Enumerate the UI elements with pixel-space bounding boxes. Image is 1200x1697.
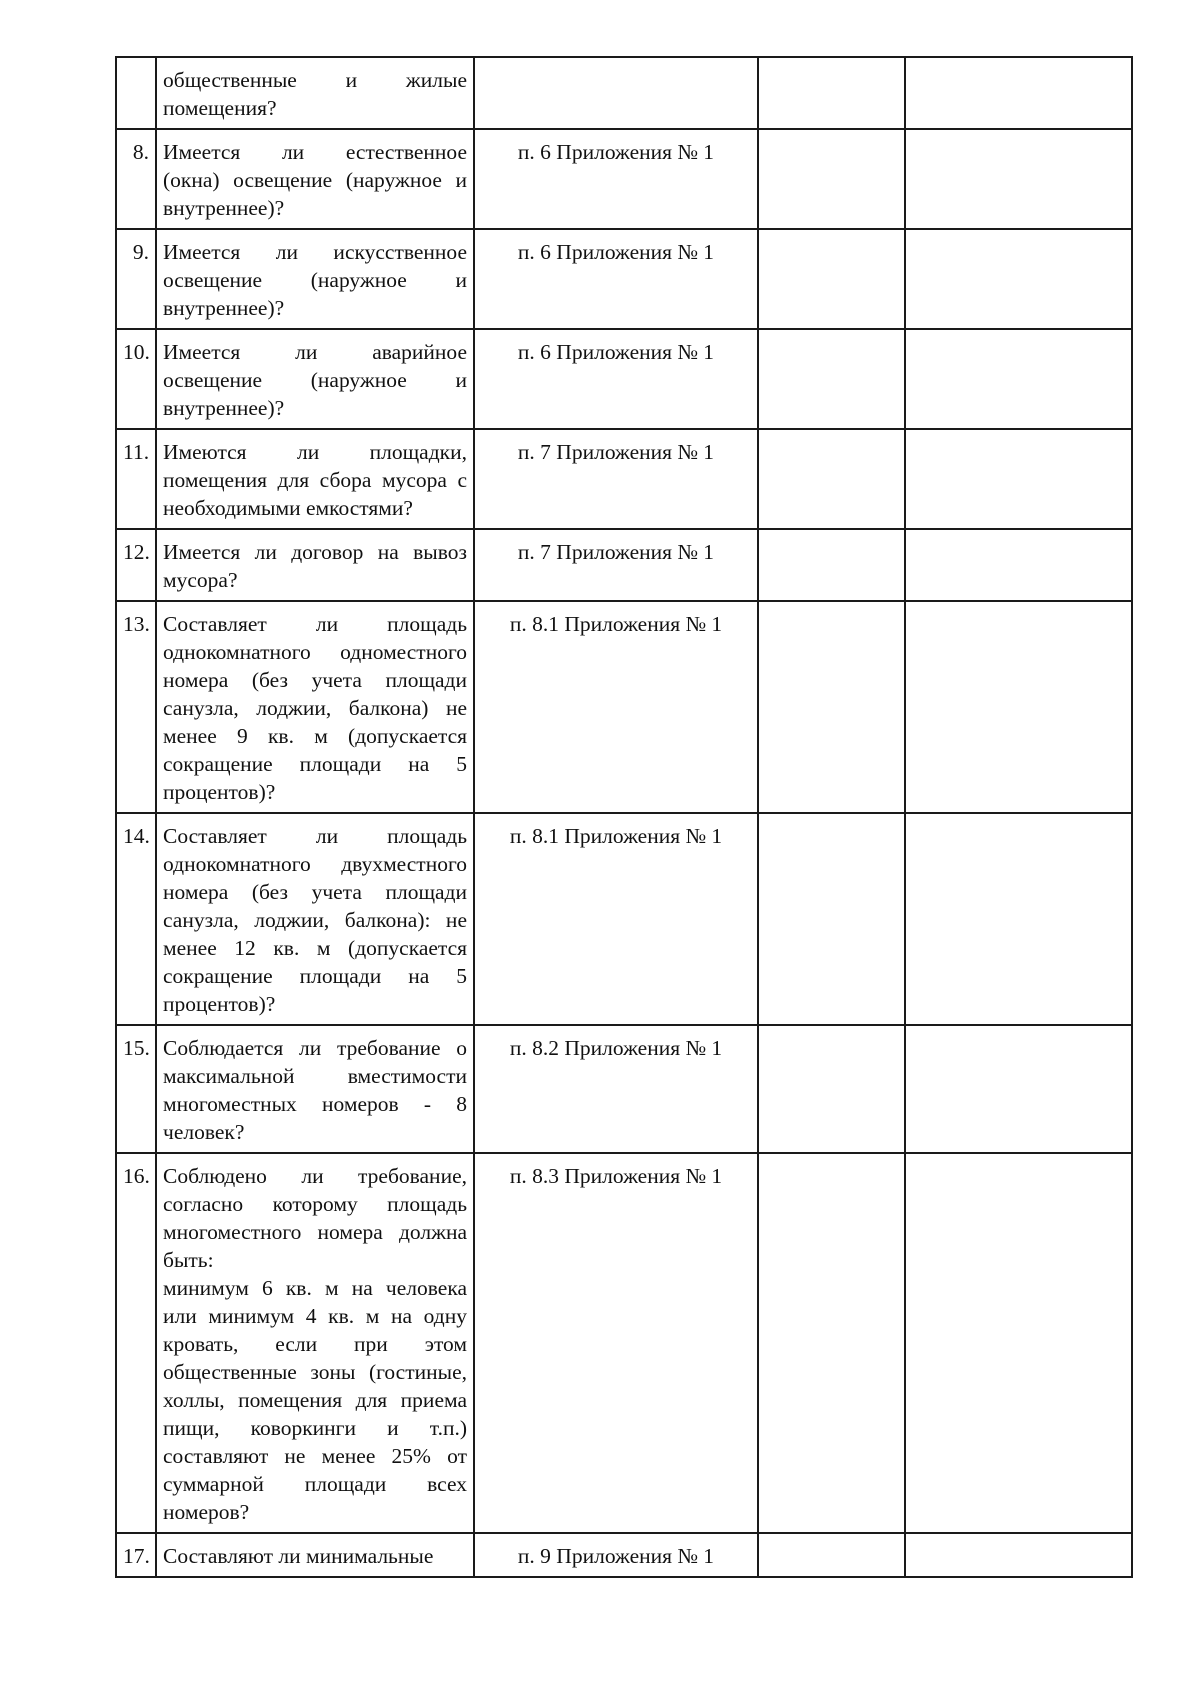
question-line: согласно которому площадь bbox=[163, 1192, 467, 1216]
requirement-reference: п. 9 Приложения № 1 bbox=[474, 1533, 758, 1577]
answer-cell[interactable] bbox=[758, 129, 905, 229]
answer-cell[interactable] bbox=[758, 1025, 905, 1153]
question-line: освещение (наружное и bbox=[163, 368, 467, 392]
table-row bbox=[116, 601, 1132, 813]
question-line: Имеется ли искусственное bbox=[163, 240, 467, 264]
requirement-reference bbox=[474, 57, 758, 129]
question-line: многоместных номеров - 8 bbox=[163, 1092, 467, 1116]
table-row bbox=[116, 129, 1132, 229]
row-number bbox=[116, 57, 156, 129]
question-line: номеров? bbox=[163, 1500, 250, 1524]
row-number: 12. bbox=[116, 529, 156, 601]
question-line: помещения? bbox=[163, 96, 277, 120]
answer-cell[interactable] bbox=[758, 813, 905, 1025]
question-line: быть: bbox=[163, 1248, 214, 1272]
question-line: общественные зоны (гостиные, bbox=[163, 1360, 467, 1384]
requirement-reference: п. 8.1 Приложения № 1 bbox=[474, 813, 758, 1025]
question-line: Соблюдается ли требование о bbox=[163, 1036, 467, 1060]
question-cell bbox=[156, 1153, 474, 1533]
table-row bbox=[116, 1153, 1132, 1533]
question-line: Составляет ли площадь bbox=[163, 824, 467, 848]
answer-cell[interactable] bbox=[758, 1153, 905, 1533]
question-line: внутреннее)? bbox=[163, 196, 285, 220]
question-line: Соблюдено ли требование, bbox=[163, 1164, 467, 1188]
requirement-reference: п. 6 Приложения № 1 bbox=[474, 329, 758, 429]
note-cell[interactable] bbox=[905, 129, 1132, 229]
question-line: процентов)? bbox=[163, 780, 276, 804]
requirement-reference: п. 8.1 Приложения № 1 bbox=[474, 601, 758, 813]
question-line: Имеется ли аварийное bbox=[163, 340, 467, 364]
question-line: пищи, коворкинги и т.п.) bbox=[163, 1416, 467, 1440]
question-line: минимум 6 кв. м на человека bbox=[163, 1276, 467, 1300]
question-line: холлы, помещения для приема bbox=[163, 1388, 467, 1412]
question-line: человек? bbox=[163, 1120, 245, 1144]
question-line: многоместного номера должна bbox=[163, 1220, 467, 1244]
question-line: менее 12 кв. м (допускается bbox=[163, 936, 467, 960]
question-cell bbox=[156, 1533, 474, 1577]
question-line: менее 9 кв. м (допускается bbox=[163, 724, 467, 748]
question-line: Составляют ли минимальные bbox=[163, 1544, 434, 1568]
question-line: номера (без учета площади bbox=[163, 880, 467, 904]
note-cell[interactable] bbox=[905, 1025, 1132, 1153]
table-row bbox=[116, 1025, 1132, 1153]
question-line: санузла, лоджии, балкона) не bbox=[163, 696, 467, 720]
question-cell bbox=[156, 601, 474, 813]
question-line: процентов)? bbox=[163, 992, 276, 1016]
question-line: составляют не менее 25% от bbox=[163, 1444, 467, 1468]
requirement-reference: п. 6 Приложения № 1 bbox=[474, 229, 758, 329]
table-row bbox=[116, 1533, 1132, 1577]
question-line: Составляет ли площадь bbox=[163, 612, 467, 636]
question-line: необходимыми емкостями? bbox=[163, 496, 413, 520]
answer-cell[interactable] bbox=[758, 429, 905, 529]
question-line: помещения для сбора мусора с bbox=[163, 468, 467, 492]
question-line: санузла, лоджии, балкона): не bbox=[163, 908, 467, 932]
note-cell[interactable] bbox=[905, 601, 1132, 813]
note-cell[interactable] bbox=[905, 329, 1132, 429]
table-row bbox=[116, 229, 1132, 329]
row-number: 8. bbox=[116, 129, 156, 229]
answer-cell[interactable] bbox=[758, 529, 905, 601]
question-cell bbox=[156, 529, 474, 601]
question-line: Имеются ли площадки, bbox=[163, 440, 467, 464]
question-line: внутреннее)? bbox=[163, 396, 285, 420]
question-cell bbox=[156, 429, 474, 529]
question-line: кровать, если при этом bbox=[163, 1332, 467, 1356]
question-line: однокомнатного одноместного bbox=[163, 640, 467, 664]
requirement-reference: п. 8.3 Приложения № 1 bbox=[474, 1153, 758, 1533]
question-line: суммарной площади всех bbox=[163, 1472, 467, 1496]
note-cell[interactable] bbox=[905, 1533, 1132, 1577]
question-line: однокомнатного двухместного bbox=[163, 852, 467, 876]
question-line: Имеется ли договор на вывоз bbox=[163, 540, 467, 564]
requirement-reference: п. 6 Приложения № 1 bbox=[474, 129, 758, 229]
question-line: освещение (наружное и bbox=[163, 268, 467, 292]
answer-cell[interactable] bbox=[758, 57, 905, 129]
note-cell[interactable] bbox=[905, 1153, 1132, 1533]
answer-cell[interactable] bbox=[758, 329, 905, 429]
question-cell bbox=[156, 329, 474, 429]
row-number: 11. bbox=[116, 429, 156, 529]
row-number: 9. bbox=[116, 229, 156, 329]
requirement-reference: п. 8.2 Приложения № 1 bbox=[474, 1025, 758, 1153]
note-cell[interactable] bbox=[905, 529, 1132, 601]
row-number: 16. bbox=[116, 1153, 156, 1533]
question-line: сокращение площади на 5 bbox=[163, 964, 467, 988]
question-line: внутреннее)? bbox=[163, 296, 285, 320]
question-line: максимальной вместимости bbox=[163, 1064, 467, 1088]
row-number: 15. bbox=[116, 1025, 156, 1153]
table-row bbox=[116, 329, 1132, 429]
question-line: сокращение площади на 5 bbox=[163, 752, 467, 776]
row-number: 17. bbox=[116, 1533, 156, 1577]
checklist-table bbox=[115, 56, 1133, 1578]
note-cell[interactable] bbox=[905, 429, 1132, 529]
question-line: общественные и жилые bbox=[163, 68, 467, 92]
question-cell bbox=[156, 813, 474, 1025]
table-row bbox=[116, 429, 1132, 529]
row-number: 10. bbox=[116, 329, 156, 429]
question-line: номера (без учета площади bbox=[163, 668, 467, 692]
table-row bbox=[116, 529, 1132, 601]
note-cell[interactable] bbox=[905, 57, 1132, 129]
table-row bbox=[116, 57, 1132, 129]
note-cell[interactable] bbox=[905, 813, 1132, 1025]
question-cell bbox=[156, 57, 474, 129]
row-number: 14. bbox=[116, 813, 156, 1025]
note-cell[interactable] bbox=[905, 229, 1132, 329]
checklist-rows bbox=[116, 57, 1132, 1577]
answer-cell[interactable] bbox=[758, 229, 905, 329]
question-line: или минимум 4 кв. м на одну bbox=[163, 1304, 467, 1328]
requirement-reference: п. 7 Приложения № 1 bbox=[474, 429, 758, 529]
question-line: (окна) освещение (наружное и bbox=[163, 168, 467, 192]
requirement-reference: п. 7 Приложения № 1 bbox=[474, 529, 758, 601]
question-cell bbox=[156, 229, 474, 329]
answer-cell[interactable] bbox=[758, 601, 905, 813]
answer-cell[interactable] bbox=[758, 1533, 905, 1577]
row-number: 13. bbox=[116, 601, 156, 813]
question-cell bbox=[156, 129, 474, 229]
table-row bbox=[116, 813, 1132, 1025]
question-line: мусора? bbox=[163, 568, 238, 592]
question-cell bbox=[156, 1025, 474, 1153]
question-line: Имеется ли естественное bbox=[163, 140, 467, 164]
